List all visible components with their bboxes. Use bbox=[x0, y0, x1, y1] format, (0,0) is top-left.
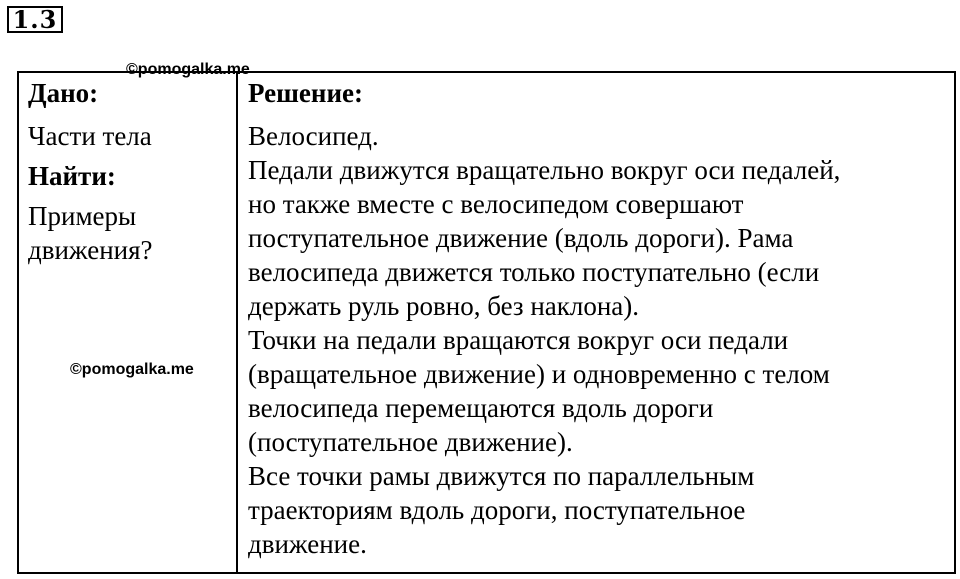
solution-line: Точки на педали вращаются вокруг оси педали bbox=[248, 325, 789, 355]
find-value-line: движения? bbox=[28, 235, 153, 265]
solution-column bbox=[248, 76, 950, 561]
find-value-line: Примеры bbox=[28, 201, 137, 231]
solution-line: траекториям вдоль дороги, поступательное bbox=[248, 495, 746, 525]
find-label: Найти: bbox=[28, 161, 116, 191]
solution-line: (поступательное движение). bbox=[248, 427, 573, 457]
solution-line: (вращательное движение) и одновременно с телом bbox=[248, 359, 830, 389]
find-value bbox=[28, 199, 233, 267]
solution-line: Все точки рамы движутся по параллельным bbox=[248, 461, 755, 491]
solution-line: велосипеда движется только поступательно (если bbox=[248, 257, 820, 287]
column-divider bbox=[236, 71, 238, 574]
watermark: ©pomogalka.me bbox=[70, 361, 194, 378]
given-label: Дано: bbox=[28, 78, 99, 108]
solution-line: Велосипед. bbox=[248, 121, 379, 151]
given-find-column bbox=[28, 76, 233, 267]
solution-line: но также вместе с велосипедом совершают bbox=[248, 189, 744, 219]
solution-label: Решение: bbox=[248, 78, 363, 108]
solution-line: держать руль ровно, без наклона). bbox=[248, 291, 640, 321]
solution-line: движение. bbox=[248, 529, 367, 559]
solution-line: велосипеда перемещаются вдоль дороги bbox=[248, 393, 714, 423]
given-value: Части тела bbox=[28, 121, 152, 151]
solution-line: Педали движутся вращательно вокруг оси педалей, bbox=[248, 155, 841, 185]
solution-line: поступательное движение (вдоль дороги). Рама bbox=[248, 223, 794, 253]
task-number: 1.3 bbox=[7, 6, 63, 33]
watermark: ©pomogalka.me bbox=[126, 61, 250, 78]
